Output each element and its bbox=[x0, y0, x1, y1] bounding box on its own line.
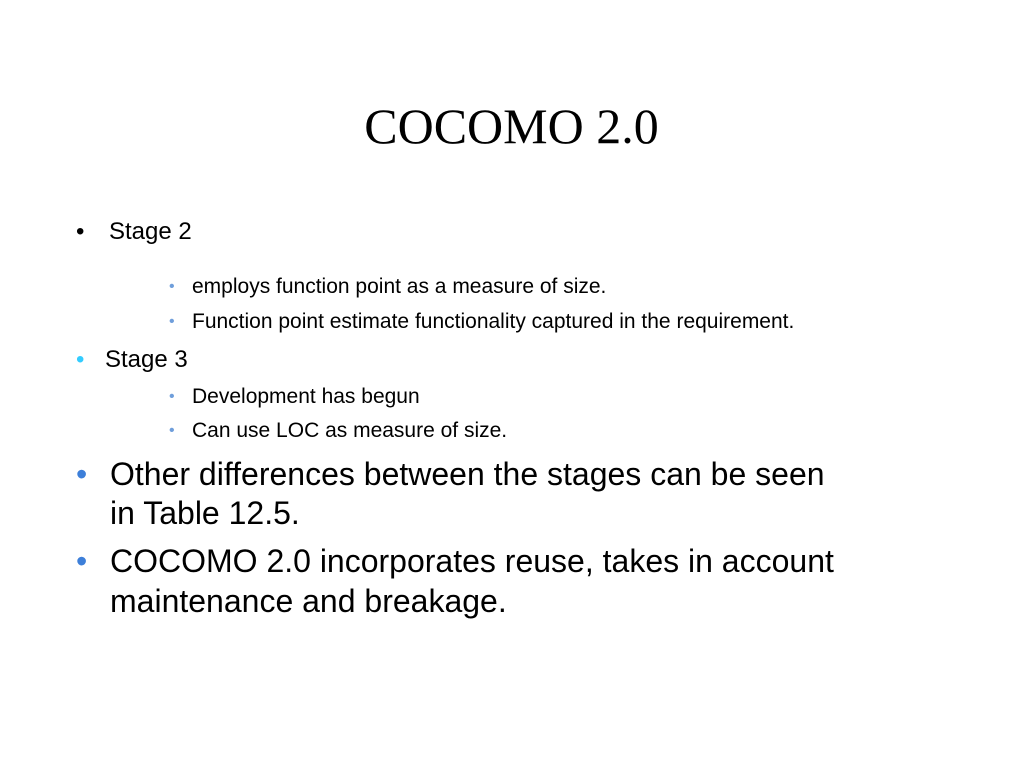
sub-bullet-marker: • bbox=[169, 313, 175, 330]
sub-bullet-function-point-size: employs function point as a measure of size. bbox=[192, 275, 607, 298]
sub-bullet-marker: • bbox=[169, 422, 175, 439]
bullet-other-differences-line-2: in Table 12.5. bbox=[110, 495, 300, 531]
sub-bullet-function-point-estimate: Function point estimate functionality captured in the requirement. bbox=[192, 310, 795, 333]
sub-bullet-marker: • bbox=[169, 278, 175, 295]
bullet-stage-3: Stage 3 bbox=[105, 346, 188, 373]
sub-bullet-development-begun: Development has begun bbox=[192, 385, 420, 408]
bullet-marker: • bbox=[76, 456, 88, 492]
slide-title: COCOMO 2.0 bbox=[364, 98, 659, 154]
bullet-marker: • bbox=[76, 218, 85, 245]
bullet-reuse-line-1: COCOMO 2.0 incorporates reuse, takes in account bbox=[110, 543, 834, 579]
bullet-reuse-line-2: maintenance and breakage. bbox=[110, 583, 507, 619]
bullet-stage-2: Stage 2 bbox=[109, 218, 192, 245]
bullet-other-differences-line-1: Other differences between the stages can be seen bbox=[110, 456, 825, 492]
sub-bullet-loc-size: Can use LOC as measure of size. bbox=[192, 419, 508, 442]
sub-bullet-marker: • bbox=[169, 388, 175, 405]
bullet-marker: • bbox=[76, 346, 85, 373]
bullet-marker: • bbox=[76, 543, 88, 579]
